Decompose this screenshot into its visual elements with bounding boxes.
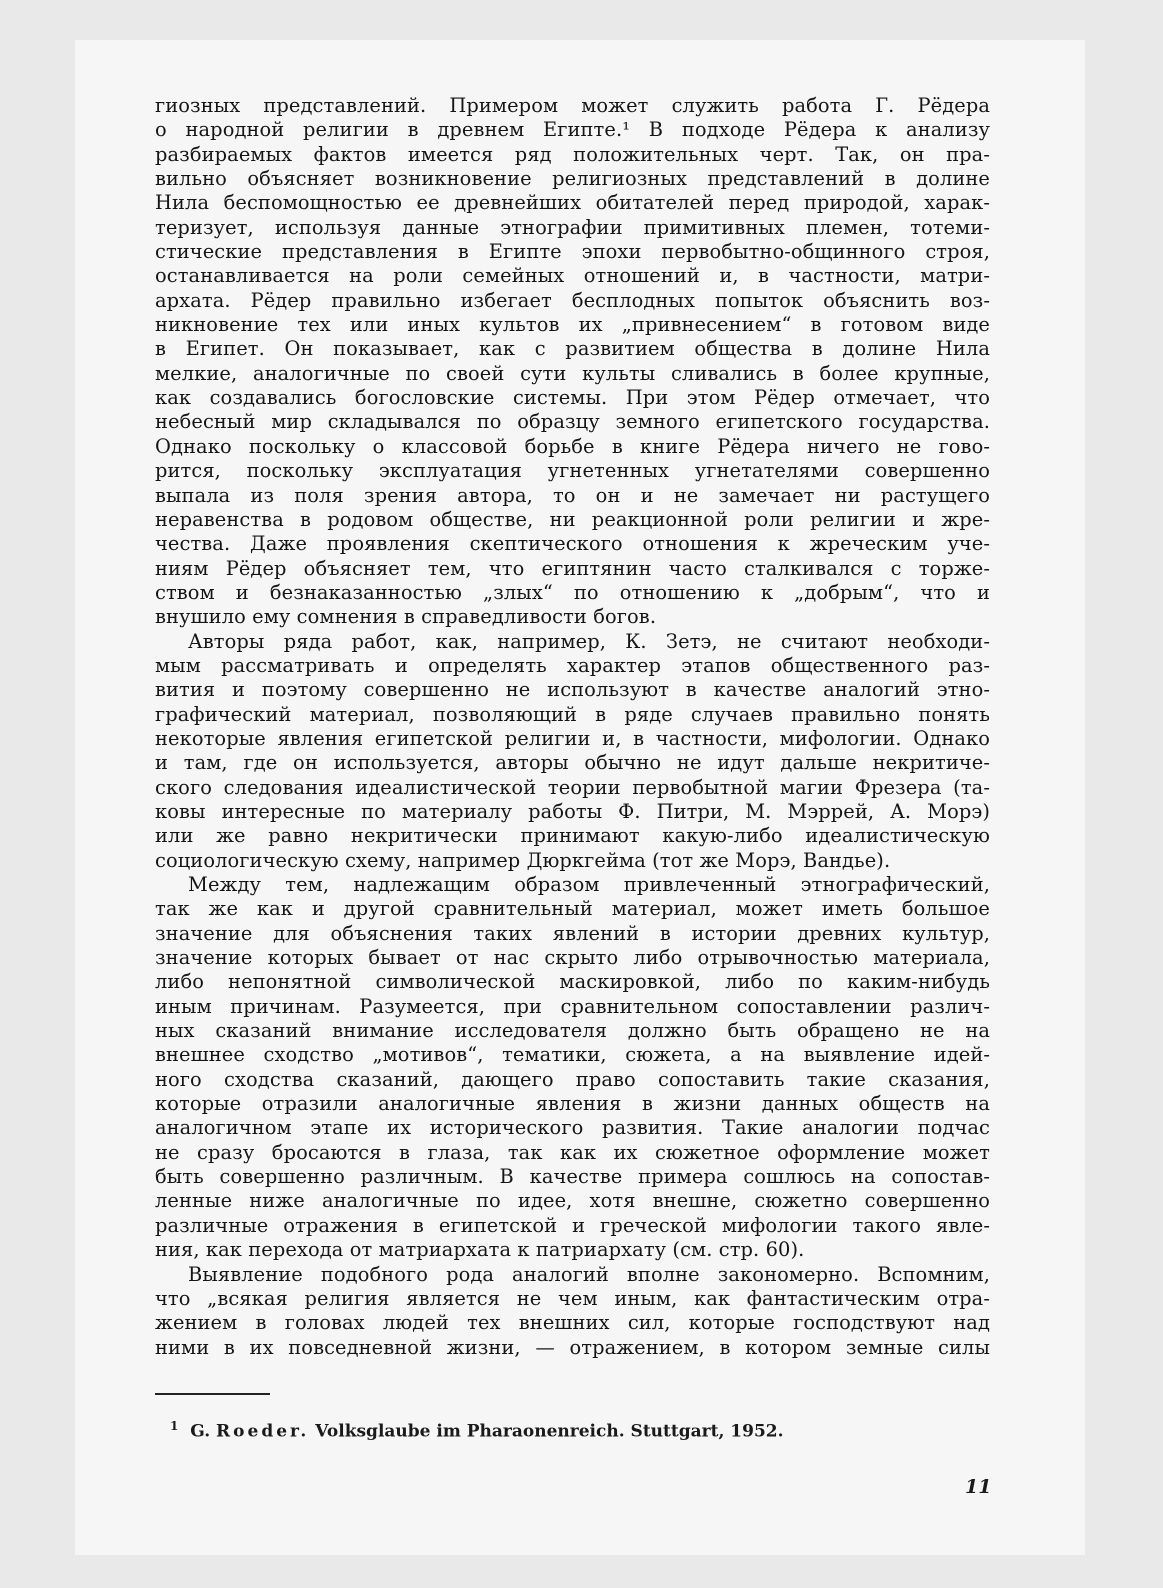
text-line: внешнее сходство „мотивов“, тематики, сюжета, а на выявление идей- bbox=[155, 1043, 990, 1067]
text-line: быть совершенно различным. В качестве примера сошлюсь на сопостав- bbox=[155, 1165, 990, 1189]
text-line: в Египет. Он показывает, как с развитием общества в долине Нила bbox=[155, 337, 990, 361]
text-line: ковы интересные по материалу работы Ф. Питри, М. Мэррей, А. Морэ) bbox=[155, 799, 990, 823]
text-line: внушило ему сомнения в справедливости богов. bbox=[155, 605, 657, 629]
text-line: Выявление подобного рода аналогий вполне закономерно. Вспомним, bbox=[188, 1262, 990, 1286]
text-line: выпала из поля зрения автора, то он и не замечает ни растущего bbox=[155, 483, 990, 507]
text-line: ных сказаний внимание исследователя должно быть обращено не на bbox=[155, 1019, 990, 1043]
footnote-separator bbox=[155, 1393, 270, 1395]
text-line: значение для объяснения таких явлений в истории древних культур, bbox=[155, 921, 990, 945]
text-line: некоторые явления египетской религии и, в частности, мифологии. Однако bbox=[155, 726, 990, 750]
text-line: архата. Рёдер правильно избегает бесплодных попыток объяснить воз- bbox=[155, 288, 990, 312]
text-line: разбираемых фактов имеется ряд положительных черт. Так, он пра- bbox=[155, 142, 990, 166]
text-line: вильно объясняет возникновение религиозных представлений в долине bbox=[155, 167, 990, 191]
text-line: иным причинам. Разумеется, при сравнительном сопоставлении различ- bbox=[155, 994, 990, 1018]
text-line: что „всякая религия является не чем иным, как фантастическим отра- bbox=[155, 1286, 990, 1310]
text-line: небесный мир складывался по образцу земного египетского государства. bbox=[155, 410, 990, 434]
text-line: жением в головах людей тех внешних сил, которые господствуют над bbox=[155, 1311, 990, 1335]
text-line: чества. Даже проявления скептического отношения к жреческим уче- bbox=[155, 532, 990, 556]
footnote-author-initial: G. bbox=[190, 1421, 211, 1442]
text-line: Нила беспомощностью ее древнейших обитателей перед природой, харак- bbox=[155, 191, 990, 215]
text-line: ского следования идеалистической теории первобытной магии Фрезера (та- bbox=[155, 775, 990, 799]
text-line: ством и безнаказанностью „злых“ по отношению к „добрым“, что и bbox=[155, 580, 990, 604]
text-line: никновение тех или иных культов их „привнесением“ в готовом виде bbox=[155, 313, 990, 337]
footnote bbox=[170, 1419, 784, 1442]
text-line: которые отразили аналогичные явления в жизни данных обществ на bbox=[155, 1092, 990, 1116]
text-line: Однако поскольку о классовой борьбе в книге Рёдера ничего не гово- bbox=[155, 434, 990, 458]
text-line: так же как и другой сравнительный материал, может иметь большое bbox=[155, 897, 990, 921]
text-line: ниям Рёдер объясняет тем, что египтянин часто сталкивался с торже- bbox=[155, 556, 990, 580]
text-line: не сразу бросаются в глаза, так как их сюжетное оформление может bbox=[155, 1140, 990, 1164]
text-line: неравенства в родовом обществе, ни реакционной роли религии и жре- bbox=[155, 507, 990, 531]
text-line: мелкие, аналогичные по своей сути культы сливались в более крупные, bbox=[155, 361, 990, 385]
body-text bbox=[155, 94, 990, 1360]
text-line: Между тем, надлежащим образом привлеченный этнографический, bbox=[188, 873, 990, 896]
text-line: ния, как перехода от матриархата к патриархату (см. стр. 60). bbox=[155, 1238, 805, 1262]
text-line: аналогичном этапе их исторического развития. Такие аналогии подчас bbox=[155, 1116, 990, 1140]
text-line: социологическую схему, например Дюркгейма (тот же Морэ, Вандье). bbox=[155, 848, 891, 872]
text-line: мым рассматривать и определять характер этапов общественного раз- bbox=[155, 653, 990, 677]
text-line: ленные ниже аналогичные по идее, хотя внешне, сюжетно совершенно bbox=[155, 1189, 990, 1213]
text-line: графический материал, позволяющий в ряде случаев правильно понять bbox=[155, 702, 990, 726]
footnote-mark: 1 bbox=[170, 1419, 179, 1433]
text-line: рится, поскольку эксплуатация угнетенных угнетателями совершенно bbox=[155, 459, 990, 483]
text-line: Авторы ряда работ, как, например, К. Зетэ, не считают необходи- bbox=[188, 629, 990, 653]
text-line: гиозных представлений. Примером может служить работа Г. Рёдера bbox=[155, 94, 990, 117]
text-line: или же равно некритически принимают какую-либо идеалистическую bbox=[155, 824, 990, 848]
text-line: ного сходства сказаний, дающего право сопоставить такие сказания, bbox=[155, 1067, 990, 1091]
text-line: о народной религии в древнем Египте.¹ В подходе Рёдера к анализу bbox=[155, 118, 990, 142]
text-line: теризует, используя данные этнографии примитивных племен, тотеми- bbox=[155, 215, 990, 239]
page-number: 11 bbox=[965, 1476, 992, 1498]
text-line: останавливается на роли семейных отношений и, в частности, матри- bbox=[155, 264, 990, 288]
footnote-author-name: Roeder. bbox=[216, 1421, 310, 1442]
text-line: ними в их повседневной жизни, — отражением, в котором земные силы bbox=[155, 1335, 990, 1359]
text-line: значение которых бывает от нас скрыто либо отрывочностью материала, bbox=[155, 946, 990, 970]
text-line: и там, где он используется, авторы обычно не идут дальше некритиче- bbox=[155, 751, 990, 775]
text-line: вития и поэтому совершенно не используют в качестве аналогий этно- bbox=[155, 678, 990, 702]
text-line: различные отражения в египетской и греческой мифологии такого явле- bbox=[155, 1213, 990, 1237]
text-line: либо непонятной символической маскировкой, либо по каким-нибудь bbox=[155, 970, 990, 994]
text-line: стические представления в Египте эпохи первобытно-общинного строя, bbox=[155, 240, 990, 264]
text-line: как создавались богословские системы. При этом Рёдер отмечает, что bbox=[155, 386, 990, 410]
footnote-citation: Volksglaube im Pharaonenreich. Stuttgart, 1952. bbox=[315, 1421, 784, 1442]
